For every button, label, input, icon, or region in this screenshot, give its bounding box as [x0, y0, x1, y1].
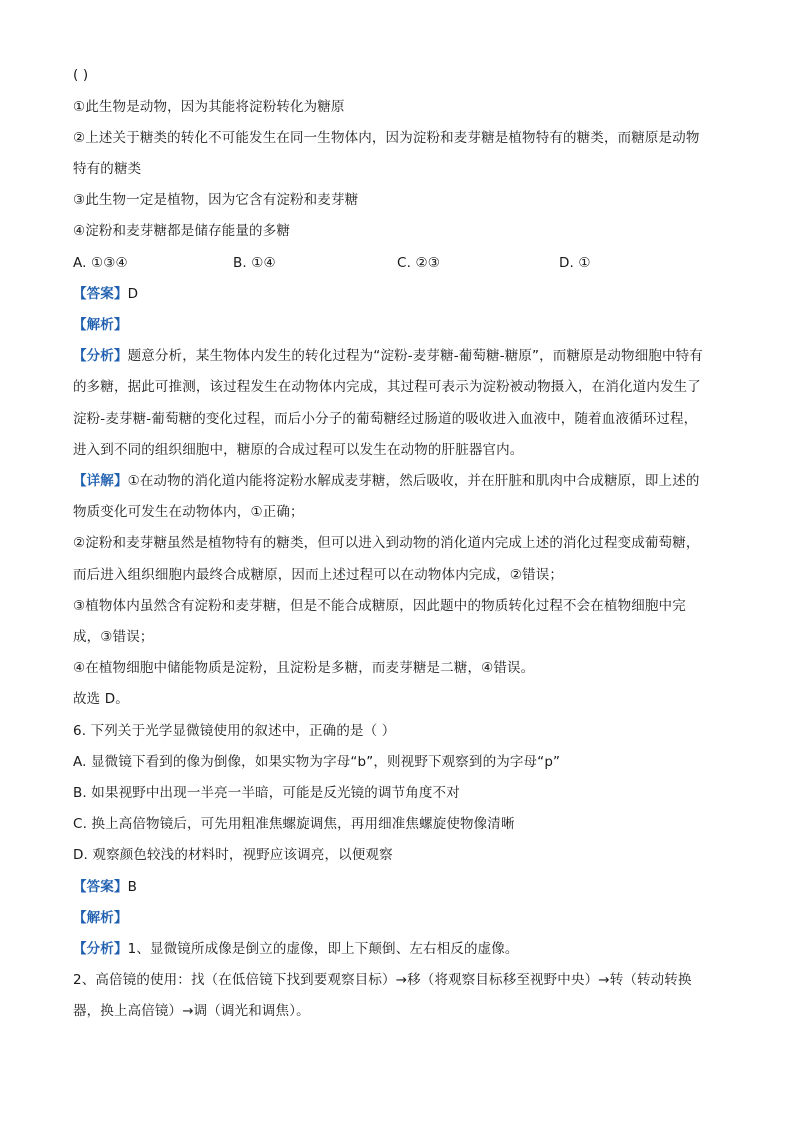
q6-option-d: D. 观察颜色较浅的材料时，视野应该调亮，以便观察 [73, 847, 393, 863]
fenxi-text-1: 题意分析，某生物体内发生的转化过程为“淀粉-麦芽糖-葡萄糖-糖原”，而糖原是动物细胞中特有 [127, 348, 703, 364]
detail-text-1: ①在动物的消化道内能将淀粉水解成麦芽糖，然后吸收，并在肝脏和肌肉中合成糖原，即上述的 [127, 473, 700, 489]
q6-option-c: C. 换上高倍物镜后，可先用粗准焦螺旋调焦，再用细准焦螺旋使物像清晰 [73, 816, 515, 832]
statement-3: ③此生物一定是植物，因为它含有淀粉和麦芽糖 [73, 192, 359, 208]
fenxi-line-3: 淀粉-麦芽糖-葡萄糖的变化过程，而后小分子的葡萄糖经过肠道的吸收进入血液中，随着血液循环过程， [73, 411, 698, 427]
q6-fenxi-line-3: 器，换上高倍镜）→调（调光和调焦）。 [73, 1003, 310, 1019]
option-b: B. ①④ [233, 255, 276, 271]
analysis-heading [73, 315, 128, 335]
fenxi-line-4: 进入到不同的组织细胞中，糖原的合成过程可以发生在动物的肝脏器官内。 [73, 442, 524, 458]
detail-line-2: 物质变化可发生在动物体内，①正确； [73, 504, 304, 520]
statement-2-line-1: ②上述关于糖类的转化不可能发生在同一生物体内，因为淀粉和麦芽糖是植物特有的糖类，而糖原是动物 [73, 130, 700, 146]
detail-line-6: 成，③错误； [73, 629, 154, 645]
option-d: D. ① [559, 255, 591, 271]
q6-answer-tag: 【答案】 [73, 879, 128, 895]
statement-1: ①此生物是动物，因为其能将淀粉转化为糖原 [73, 99, 345, 115]
fenxi-tag: 【分析】 [73, 348, 128, 364]
analysis-tag: 【解析】 [73, 317, 128, 333]
q6-answer-value: B [127, 879, 138, 895]
q6-fenxi-text-1: 1、显微镜所成像是倒立的虚像，即上下颠倒、左右相反的虚像。 [127, 941, 519, 957]
detail-line-3: ②淀粉和麦芽糖虽然是植物特有的糖类，但可以进入到动物的消化道内完成上述的消化过程变成葡萄糖， [73, 535, 700, 551]
q6-answer-line [73, 877, 137, 897]
detail-line-4: 而后进入组织细胞内最终合成糖原，因而上述过程可以在动物体内完成，②错误； [73, 567, 564, 583]
q6-analysis-tag: 【解析】 [73, 910, 128, 926]
fenxi-line-1 [73, 346, 703, 366]
detail-line-5: ③植物体内虽然含有淀粉和麦芽糖，但是不能合成糖原，因此题中的物质转化过程不会在植物细胞中完 [73, 598, 686, 614]
answer-value: D [127, 286, 139, 302]
detail-line-1 [73, 471, 700, 491]
q6-fenxi-tag: 【分析】 [73, 941, 128, 957]
q6-option-a: A. 显微镜下看到的像为倒像，如果实物为字母“b”，则视野下观察到的为字母“p” [73, 754, 561, 770]
q6-option-b: B. 如果视野中出现一半亮一半暗，可能是反光镜的调节角度不对 [73, 785, 460, 801]
answer-bracket: ( ) [73, 67, 89, 83]
statement-4: ④淀粉和麦芽糖都是储存能量的多糖 [73, 223, 291, 239]
options-row [73, 253, 733, 273]
detail-line-7: ④在植物细胞中储能物质是淀粉，且淀粉是多糖，而麦芽糖是二糖，④错误。 [73, 660, 535, 676]
option-c: C. ②③ [397, 255, 440, 271]
detail-tag: 【详解】 [73, 473, 128, 489]
option-a: A. ①③④ [73, 255, 128, 271]
q6-fenxi-line-1 [73, 939, 519, 959]
fenxi-line-2: 的多糖，据此可推测，该过程发生在动物体内完成，其过程可表示为淀粉被动物摄入，在消化道内发生了 [73, 379, 701, 395]
q6-fenxi-line-2: 2、高倍镜的使用：找（在低倍镜下找到要观察目标）→移（将观察目标移至视野中央）→转（转动转换 [73, 972, 692, 988]
answer-tag: 【答案】 [73, 286, 128, 302]
question-6-stem: 6. 下列关于光学显微镜使用的叙述中，正确的是（ ） [73, 723, 396, 739]
answer-line [73, 284, 138, 304]
conclusion: 故选 D。 [73, 691, 129, 707]
q6-analysis-heading [73, 908, 128, 928]
statement-2-line-2: 特有的糖类 [73, 161, 142, 177]
